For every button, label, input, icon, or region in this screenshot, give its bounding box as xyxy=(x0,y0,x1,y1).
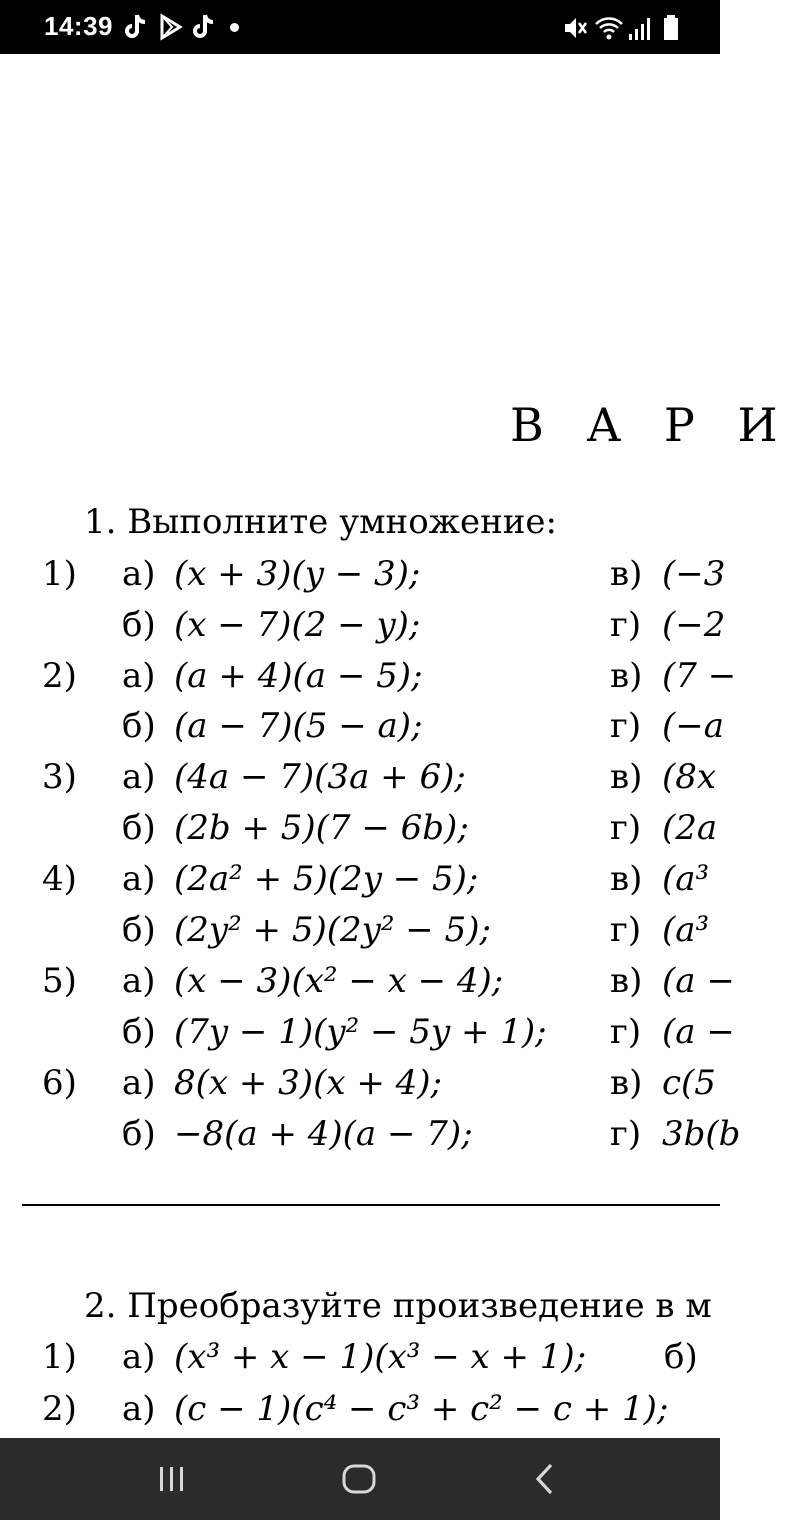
item-label: б) xyxy=(122,910,156,950)
row-number: 2) xyxy=(42,1389,77,1429)
item-expression: (4a − 7)(3a + 6); xyxy=(174,757,466,797)
item-expression: (a³ xyxy=(662,910,710,950)
item-label: б) xyxy=(122,1114,156,1154)
home-icon[interactable] xyxy=(338,1458,380,1500)
signal-icon xyxy=(628,14,652,42)
item-expression: (7 − xyxy=(662,656,737,696)
item-label: г) xyxy=(610,605,642,645)
play-store-icon xyxy=(158,12,184,42)
item-expression: (2a² + 5)(2y − 5); xyxy=(174,859,479,899)
item-expression: (x³ + x − 1)(x³ − x + 1); xyxy=(174,1337,587,1377)
item-label: б) xyxy=(122,605,156,645)
item-expression: (c − 1)(c⁴ − c³ + c² − c + 1); xyxy=(174,1389,669,1429)
item-label: б) xyxy=(122,1012,156,1052)
item-expression: (2b + 5)(7 − 6b); xyxy=(174,808,469,848)
row-number: 2) xyxy=(42,656,77,696)
item-label: в) xyxy=(610,554,643,594)
item-label: г) xyxy=(610,910,642,950)
item-expression: (x − 3)(x² − x − 4); xyxy=(174,961,504,1001)
item-label: в) xyxy=(610,757,643,797)
tiktok-icon xyxy=(122,12,150,42)
item-label: б) xyxy=(122,706,156,746)
back-icon[interactable] xyxy=(528,1458,564,1500)
task-1-title: 1. Выполните умножение: xyxy=(84,502,557,542)
row-number: 4) xyxy=(42,859,77,899)
row-number: 1) xyxy=(42,1337,77,1377)
navigation-bar xyxy=(0,1438,720,1520)
item-expression: (8x xyxy=(662,757,717,797)
variant-heading: В А Р И xyxy=(510,398,792,452)
item-label: в) xyxy=(610,961,643,1001)
item-expression: (2y² + 5)(2y² − 5); xyxy=(174,910,491,950)
item-expression: (a − xyxy=(662,1012,735,1052)
item-expression: (−3 xyxy=(662,554,726,594)
more-notifications-dot-icon xyxy=(230,23,239,32)
item-label: г) xyxy=(610,1114,642,1154)
recent-apps-icon[interactable] xyxy=(152,1458,192,1500)
item-expression: (2a xyxy=(662,808,718,848)
item-label: б) xyxy=(664,1337,698,1377)
status-bar xyxy=(0,0,720,54)
item-expression: −8(a + 4)(a − 7); xyxy=(174,1114,473,1154)
item-label: а) xyxy=(122,859,156,899)
row-number: 5) xyxy=(42,961,77,1001)
item-label: а) xyxy=(122,1337,156,1377)
item-label: б) xyxy=(122,808,156,848)
item-label: а) xyxy=(122,656,156,696)
item-label: в) xyxy=(610,656,643,696)
item-label: а) xyxy=(122,1063,156,1103)
item-expression: c(5 xyxy=(662,1063,716,1103)
item-expression: (−a xyxy=(662,706,725,746)
item-label: а) xyxy=(122,1389,156,1429)
item-label: в) xyxy=(610,1063,643,1103)
tiktok-icon xyxy=(190,12,218,42)
item-label: г) xyxy=(610,1012,642,1052)
item-expression: 3b(b xyxy=(662,1114,741,1154)
mute-icon xyxy=(562,14,588,42)
item-expression: (−2 xyxy=(662,605,726,645)
item-expression: 8(x + 3)(x + 4); xyxy=(174,1063,442,1103)
item-label: а) xyxy=(122,757,156,797)
item-label: г) xyxy=(610,706,642,746)
clock: 14:39 xyxy=(44,11,113,41)
wifi-icon xyxy=(594,14,624,42)
item-expression: (a³ xyxy=(662,859,710,899)
item-label: г) xyxy=(610,808,642,848)
item-label: а) xyxy=(122,554,156,594)
row-number: 6) xyxy=(42,1063,77,1103)
item-label: а) xyxy=(122,961,156,1001)
task-2-title: 2. Преобразуйте произведение в м xyxy=(84,1286,712,1326)
row-number: 1) xyxy=(42,554,77,594)
battery-icon xyxy=(662,14,680,42)
item-label: в) xyxy=(610,859,643,899)
section-divider xyxy=(22,1204,720,1206)
row-number: 3) xyxy=(42,757,77,797)
item-expression: (a − xyxy=(662,961,735,1001)
item-expression: (x − 7)(2 − y); xyxy=(174,605,421,645)
item-expression: (x + 3)(y − 3); xyxy=(174,554,421,594)
item-expression: (a + 4)(a − 5); xyxy=(174,656,423,696)
document-page xyxy=(0,54,792,1438)
item-expression: (a − 7)(5 − a); xyxy=(174,706,423,746)
item-expression: (7y − 1)(y² − 5y + 1); xyxy=(174,1012,547,1052)
